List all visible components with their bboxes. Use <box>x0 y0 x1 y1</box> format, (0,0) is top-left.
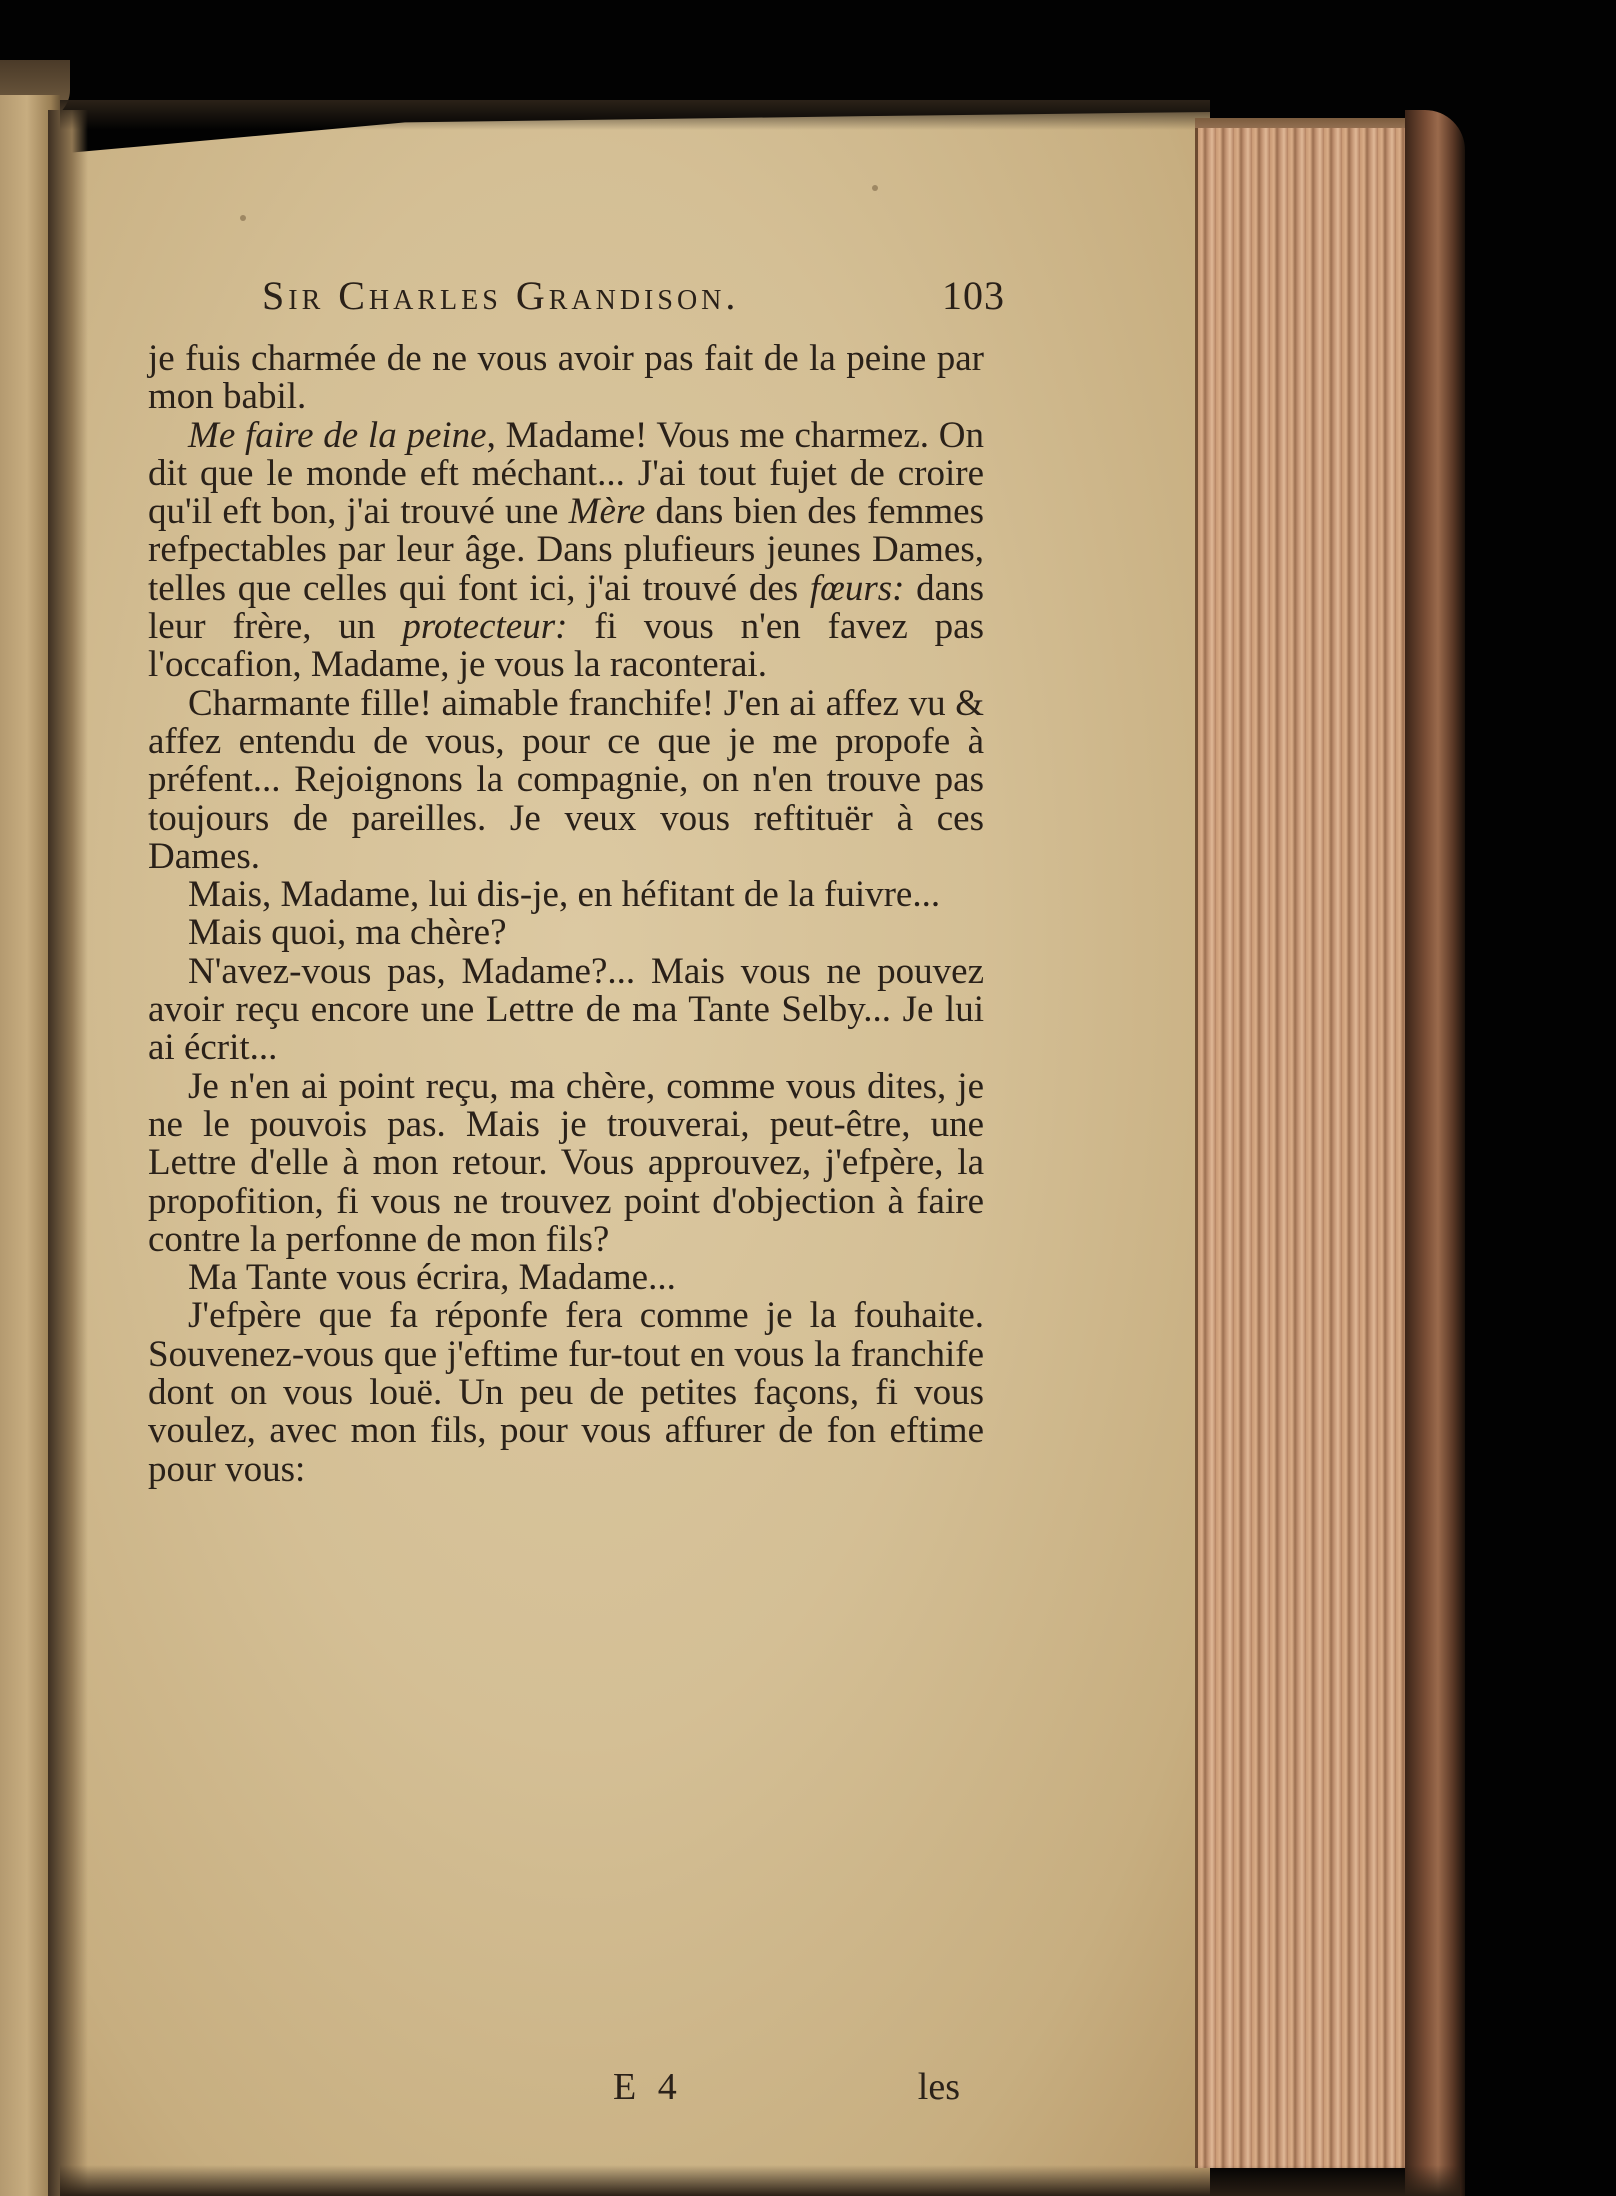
fore-edge <box>1195 128 1428 2168</box>
text-run: Mais, Madame, lui dis-je, en héfitant de la fuivre... <box>188 874 941 916</box>
text-run: dans bien des femmes refpectables par leur âge. Dans plufieurs jeunes Dames, telles que celles qui font ici, j'ai trouvé des <box>148 491 984 609</box>
paragraph <box>148 950 984 1069</box>
catchword: les <box>917 2066 960 2108</box>
running-head <box>262 272 1022 319</box>
page-top-shadow <box>60 100 1210 130</box>
italic-run: fœurs: <box>809 567 905 609</box>
text-run: Charmante fille! aimable franchife! J'en ai affez vu & affez entendu de vous, pour ce que je me propofe à préfent... Rejoignons la compagnie, on n'en trouve pas toujours de pareilles. Je veux vous reftituër à ces Dames. <box>148 682 984 877</box>
paragraph <box>148 340 984 417</box>
back-cover <box>1405 110 1465 2196</box>
bottom-shadow <box>60 2165 1460 2196</box>
page-footer <box>148 2065 984 2115</box>
paragraph <box>148 414 985 686</box>
paragraph <box>148 682 984 877</box>
text-run: Ma Tante vous écrira, Madame... <box>188 1257 676 1299</box>
foxing-speck <box>872 185 878 191</box>
foxing-speck <box>240 215 246 221</box>
text-run: fi vous n'en favez pas l'occafion, Madame, je vous la raconterai. <box>148 606 985 686</box>
text-run: J'efpère que fa réponfe fera comme je la fouhaite. Souvenez-vous que j'eftime fur-tout en vous la franchife dont on vous louë. Un peu de petites façons, fi vous voulez, avec mon fils, pour vous affurer de fon eftime pour vous: <box>148 1295 984 1490</box>
text-run: , Madame! Vous me charmez. On dit que le monde eft méchant... J'ai tout fujet de croire qu'il eft bon, j'ai trouvé une <box>148 414 984 533</box>
text-run: Mais quoi, ma chère? <box>188 912 507 954</box>
italic-run: protecteur: <box>402 606 568 648</box>
paragraph <box>148 876 984 914</box>
gutter-shadow <box>48 110 88 2196</box>
paragraph <box>148 914 984 952</box>
text-block <box>148 340 984 1489</box>
page-number: 103 <box>942 273 1005 318</box>
paragraph <box>148 1297 984 1488</box>
running-head-title: Sir Charles Grandison. <box>262 273 740 318</box>
italic-run: Me faire de la peine <box>188 414 487 456</box>
text-run: dans leur frère, un <box>148 567 984 648</box>
paragraph <box>148 1065 984 1260</box>
paragraph <box>148 1259 984 1297</box>
italic-run: Mère <box>568 491 646 533</box>
text-run: N'avez-vous pas, Madame?... Mais vous ne pouvez avoir reçu encore une Lettre de ma Tante Selby... Je lui ai écrit... <box>148 950 984 1069</box>
text-run: je fuis charmée de ne vous avoir pas fait de la peine par mon babil. <box>148 338 984 418</box>
text-run: Je n'en ai point reçu, ma chère, comme vous dites, je ne le pouvois pas. Mais je trouverai, peut-être, une Lettre d'elle à mon retour. Vous approuvez, j'efpère, la propofition, fi vous ne trouvez point d'objection à faire contre la perfonne de mon fils? <box>148 1065 984 1260</box>
signature-mark: E 4 <box>613 2066 683 2108</box>
